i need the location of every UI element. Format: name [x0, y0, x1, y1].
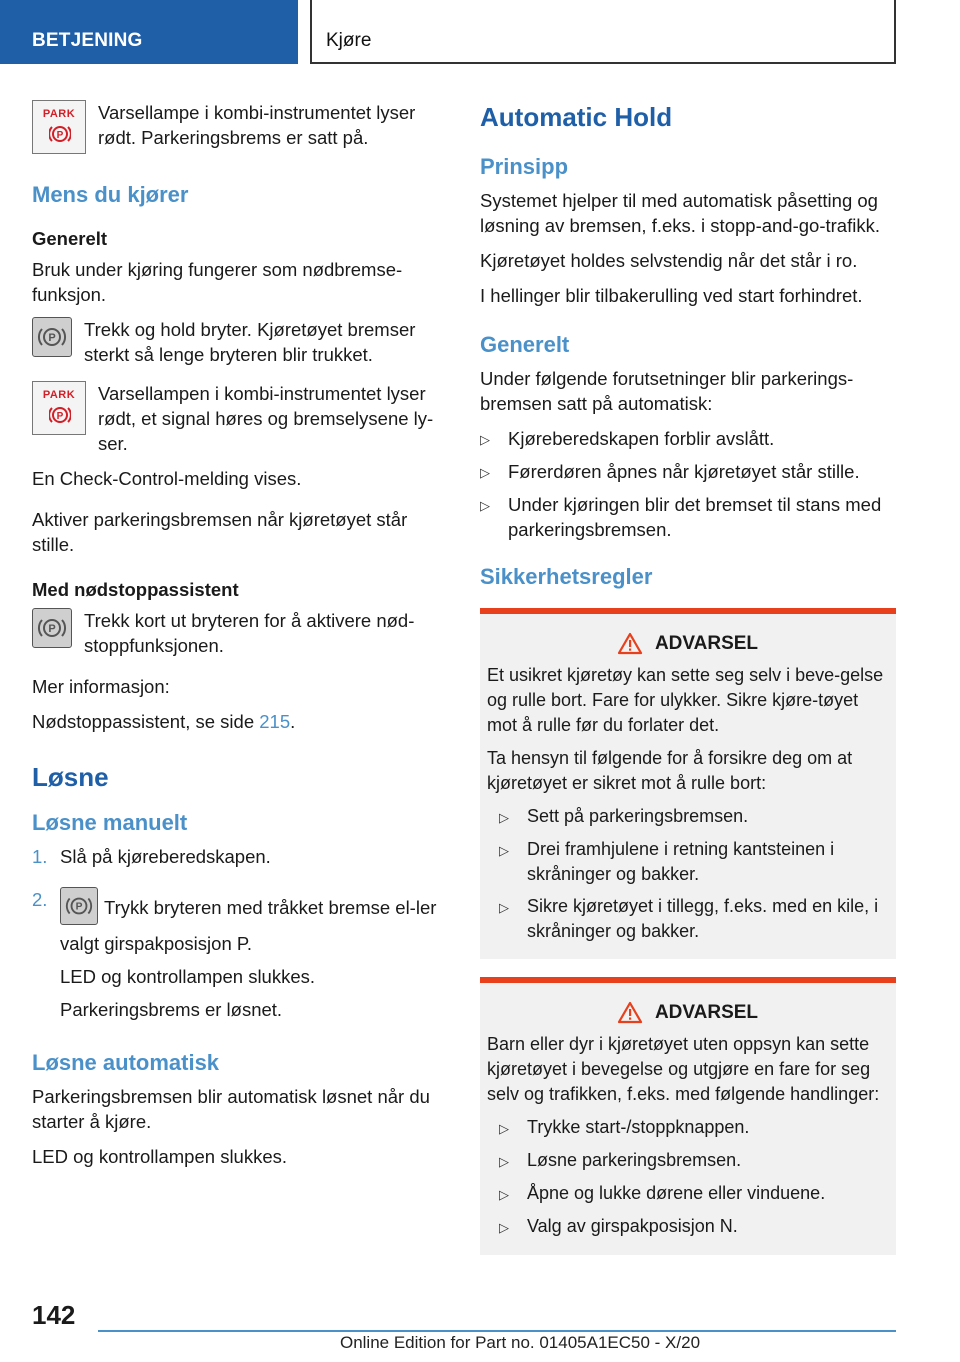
list-item [32, 844, 444, 877]
auto-text: Parkeringsbremsen blir automatisk løsnet når du starter å kjøre. [32, 1086, 430, 1132]
heading-med-nodstoppassistent: Med nødstoppassistent [32, 579, 239, 600]
bullet-text: Under kjøringen blir det bremset til stans med parkeringsbremsen. [508, 494, 882, 540]
auto-led-text: LED og kontrollampen slukkes. [32, 1146, 288, 1167]
bullet-text: Valg av girspakposisjon N. [527, 1216, 738, 1236]
bullet-text: Sikre kjøretøyet i tillegg, f.eks. med en kile, i skråninger og bakker. [527, 896, 879, 941]
park-warning-text: Varsellampe i kombi-instrumentet lyser rødt. Parkeringsbrems er satt på. [98, 102, 416, 148]
prinsipp-text: Systemet hjelper til med automatisk påsetting og løsning av bremsen, f.eks. i stopp-and-go-trafikk. [480, 190, 880, 236]
bullet-text: Drei framhjulene i retning kantsteinen i skråninger og bakker. [527, 839, 835, 884]
nodstopp-row [32, 608, 444, 658]
triangle-bullet-icon: ▷ [499, 1154, 509, 1169]
heading-generelt: Generelt [32, 228, 108, 249]
chapter-tab [310, 0, 896, 64]
warning-box-2 [480, 977, 896, 1255]
warning-triangle-icon [617, 1001, 643, 1024]
generelt-ah-text: Under følgende forutsetninger blir parkerings-bremsen satt på automatisk: [480, 368, 854, 414]
list-item [480, 459, 896, 485]
park-warning-row [32, 100, 444, 154]
parking-brake-symbol-icon [49, 404, 71, 426]
list-item [499, 894, 888, 944]
svg-text:P: P [48, 332, 56, 344]
step-number: 2. [32, 889, 48, 910]
list-item [480, 426, 896, 452]
warning-text: Barn eller dyr i kjøretøyet uten oppsyn kan sette kjøretøyet i bevegelse og utgjøre en fare for seg selv og trafikken, f.eks. med følgende handlinger: [487, 1034, 880, 1104]
list-item [480, 492, 896, 542]
triangle-bullet-icon: ▷ [480, 498, 490, 513]
heading-mens-du-kjorer: Mens du kjører [32, 182, 189, 207]
park-lamp-icon [32, 100, 86, 154]
page-number: 142 [32, 1300, 76, 1330]
hold-switch-row [32, 317, 444, 367]
heading-losne: Løsne [32, 762, 109, 792]
left-column [32, 100, 444, 1179]
reference-dot: . [290, 711, 296, 732]
list-item [499, 804, 888, 830]
footer-divider [98, 1330, 896, 1332]
bullet-text: Førerdøren åpnes når kjøretøyet står stille. [508, 461, 860, 482]
step-text: Trykk bryteren med tråkket bremse el-ler valgt girspakposisjon P. [60, 896, 437, 954]
heading-losne-manuelt: Løsne manuelt [32, 810, 188, 835]
reference-line [32, 709, 444, 734]
triangle-bullet-icon: ▷ [499, 1187, 509, 1202]
triangle-bullet-icon: ▷ [499, 1220, 509, 1235]
heading-automatic-hold: Automatic Hold [480, 102, 673, 132]
section-title: BETJENING [32, 30, 143, 51]
list-item [32, 887, 444, 1030]
step-line [60, 887, 444, 956]
heading-sikkerhetsregler: Sikkerhetsregler [480, 564, 653, 589]
warning-title [487, 1001, 888, 1024]
chapter-title: Kjøre [326, 30, 372, 51]
parking-brake-button-icon [32, 317, 72, 357]
warning-title-text: ADVARSEL [654, 632, 759, 654]
list-item [499, 837, 888, 887]
step-extra-released: Parkeringsbrems er løsnet. [60, 999, 283, 1020]
page-reference-link[interactable]: 215 [259, 711, 291, 732]
bullet-text: Kjøreberedskapen forblir avslått. [508, 428, 775, 449]
step-extra-led: LED og kontrollampen slukkes. [60, 966, 316, 987]
nodstopp-text: Trekk kort ut bryteren for å aktivere nød-stoppfunksjonen. [84, 610, 415, 656]
svg-text:P: P [75, 901, 83, 913]
park-signal-text: Varsellampen i kombi-instrumentet lyser rødt, et signal høres og bremselysene ly-ser. [98, 383, 434, 454]
bullet-text: Åpne og lukke dørene eller vinduene. [527, 1183, 826, 1203]
footer-edition: Online Edition for Part no. 01405A1EC50 - X/20 [339, 1333, 701, 1352]
list-item [499, 1115, 888, 1141]
mer-informasjon: Mer informasjon: [32, 676, 170, 697]
triangle-bullet-icon: ▷ [499, 810, 509, 825]
holdes-text: Kjøretøyet holdes selvstendig når det står i ro. [480, 250, 858, 271]
warning-text: Et usikret kjøretøy kan sette seg selv i beve-gelse og rulle bort. Fare for ulykker. Sikre kjøre-tøyet mot å rulle før du forlater det. [487, 665, 884, 735]
svg-text:P: P [56, 411, 64, 422]
step-number: 1. [32, 846, 48, 867]
right-column [480, 100, 896, 1265]
section-tab [0, 0, 298, 64]
heading-losne-automatisk: Løsne automatisk [32, 1050, 220, 1075]
warning-text: Ta hensyn til følgende for å forsikre deg om at kjøretøyet er sikret mot å rulle bort: [487, 748, 853, 793]
park-lamp-label: PARK [42, 108, 76, 120]
triangle-bullet-icon: ▷ [480, 465, 490, 480]
svg-text:P: P [48, 623, 56, 635]
generelt-text: Bruk under kjøring fungerer som nødbremse-funksjon. [32, 259, 403, 305]
parking-brake-button-icon [60, 887, 98, 925]
triangle-bullet-icon: ▷ [499, 900, 509, 915]
triangle-bullet-icon: ▷ [499, 1121, 509, 1136]
list-item [499, 1214, 888, 1240]
heading-generelt-ah: Generelt [480, 332, 570, 357]
check-control-text: En Check-Control-melding vises. [32, 468, 302, 489]
list-item [499, 1148, 888, 1174]
warning-box-1 [480, 608, 896, 959]
hellinger-text: I hellinger blir tilbakerulling ved start forhindret. [480, 285, 863, 306]
bullet-text: Trykke start-/stoppknappen. [527, 1117, 750, 1137]
parking-brake-button-icon [32, 608, 72, 648]
heading-prinsipp: Prinsipp [480, 154, 569, 179]
hold-switch-text: Trekk og hold bryter. Kjøretøyet bremser sterkt så lenge bryteren blir trukket. [84, 319, 416, 365]
park-signal-row [32, 381, 444, 456]
park-lamp-label: PARK [42, 389, 76, 401]
warning-triangle-icon [617, 632, 643, 655]
aktiver-text: Aktiver parkeringsbremsen når kjøretøyet står stille. [32, 509, 408, 555]
bullet-text: Sett på parkeringsbremsen. [527, 806, 749, 826]
bullet-text: Løsne parkeringsbremsen. [527, 1150, 742, 1170]
triangle-bullet-icon: ▷ [480, 432, 490, 447]
warning-title [487, 632, 888, 655]
list-item [499, 1181, 888, 1207]
park-lamp-icon [32, 381, 86, 435]
svg-text:P: P [56, 130, 64, 141]
parking-brake-symbol-icon [49, 123, 71, 145]
step-text: Slå på kjøreberedskapen. [60, 846, 271, 867]
reference-text: Nødstoppassistent, se side [32, 711, 260, 732]
triangle-bullet-icon: ▷ [499, 843, 509, 858]
warning-title-text: ADVARSEL [654, 1001, 759, 1023]
